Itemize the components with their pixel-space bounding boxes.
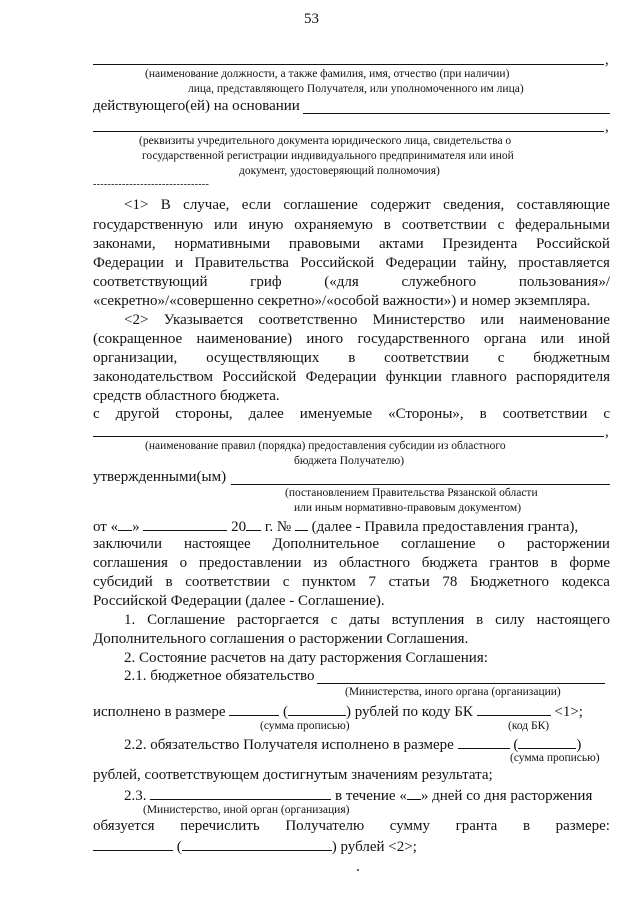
footnote-2-line-1: <2> Указывается соответственно Министерство или наименование (124, 312, 610, 328)
other-side-line: с другой стороны, далее именуемые «Стороны», в соответствии с (93, 406, 610, 422)
footnote-separator: -------------------------------- (93, 179, 210, 190)
caption-ministry: (Министерства, иного органа (организации) (345, 686, 561, 698)
obliged-line: обязуется перечислить Получателю сумму гранта в размере: (93, 818, 610, 834)
acting-basis-text: действующего(ей) на основании (93, 98, 300, 114)
blank-line-ministry (317, 683, 605, 684)
caption-requisites-2: государственной регистрации индивидуального предпринимателя или иной (142, 150, 514, 162)
footnote-1-line-1: <1> В случае, если соглашение содержит сведения, составляющие (124, 197, 610, 213)
executed-line: исполнено в размере ( ) рублей по коду БК <1>; (93, 704, 583, 720)
blank-line-rules (93, 436, 604, 437)
last-line: ( ) рублей <2>; (93, 838, 417, 855)
caption-sum-2: (сумма прописью) (510, 752, 600, 764)
approved-by-text: утвержденными(ым) (93, 469, 227, 485)
caption-position-1: (наименование должности, а также фамилия, имя, отчество (при наличии) (145, 68, 510, 80)
caption-position-2: лица, представляющего Получателя, или уполномоченного им лица) (188, 83, 524, 95)
item-1-line-2: Дополнительного соглашения о расторжении Соглашения. (93, 631, 469, 647)
comma: , (605, 52, 609, 68)
comma: , (605, 424, 609, 440)
rubles-result-text: рублей, соответствующем достигнутым значениям результата; (93, 767, 493, 783)
caption-requisites-3: документ, удостоверяющий полномочия) (239, 165, 440, 177)
scan-speck (357, 869, 359, 871)
concluded-line-1: заключили настоящее Дополнительное соглашение о расторжении (93, 536, 610, 552)
footnote-2-line-5: средств областного бюджета. (93, 388, 280, 404)
blank-line-approved (231, 484, 610, 485)
item-2-2-line: 2.2. обязательство Получателя исполнено в размере ( ) (124, 737, 582, 753)
caption-requisites-1: (реквизиты учредительного документа юридического лица, свидетельства о (139, 135, 512, 147)
item-2-3-line: 2.3. в течение « » дней со дня расторжения (124, 788, 593, 804)
caption-rules-2: бюджета Получателю) (294, 455, 405, 467)
concluded-line-4: Российской Федерации (далее - Соглашение). (93, 593, 385, 609)
blank-line-requisites (93, 131, 604, 132)
item-1-line-1: 1. Соглашение расторгается с даты вступления в силу настоящего (124, 612, 610, 628)
footnote-1-line-6: «секретно»/«совершенно секретно»/«особой важности») и номер экземпляра. (93, 293, 591, 309)
concluded-line-2: соглашения о предоставлении из областного бюджета грантов в форме (93, 555, 610, 571)
blank-line-basis (303, 113, 610, 114)
caption-resolution-1: (постановлением Правительства Рязанской области (285, 487, 538, 499)
caption-ministry-2: (Министерство, иной орган (организация) (143, 804, 350, 816)
footnote-2-line-4: законодательством Российской Федерации функции главного распорядителя (93, 369, 610, 385)
footnote-2-line-2: (сокращенное наименование) иного государственного органа или иной (93, 331, 610, 347)
caption-sum: (сумма прописью) (260, 720, 350, 732)
footnote-1-line-3: законами, нормативными правовыми актами Президента Российской (93, 236, 610, 252)
item-2-1-text: 2.1. бюджетное обязательство (124, 668, 315, 684)
footnote-1-line-4: Федерации и Правительства Российской Федерации тайну, проставляется (93, 255, 610, 271)
concluded-line-3: субсидий в соответствии с пунктом 7 статьи 78 Бюджетного кодекса (93, 574, 610, 590)
footnote-2-line-3: организации, осуществляющих в соответствии с бюджетным (93, 350, 610, 366)
item-2-heading: 2. Состояние расчетов на дату расторжения Соглашения: (124, 650, 488, 666)
caption-resolution-2: или иным нормативно-правовым документом) (294, 502, 522, 514)
blank-line-signatory (93, 64, 604, 65)
footnote-1-line-2: государственную или иную охраняемую в соответствии с федеральными (93, 217, 610, 233)
page-number: 53 (304, 11, 319, 27)
comma: , (605, 119, 609, 135)
caption-rules-1: (наименование правил (порядка) предоставления субсидии из областного (145, 440, 506, 452)
caption-kbk: (код БК) (508, 720, 550, 732)
footnote-1-line-5: соответствующий гриф («для служебного пользования»/ (93, 274, 610, 290)
date-line: от « » 20 г. № (далее - Правила предоставления гранта), (93, 519, 579, 535)
